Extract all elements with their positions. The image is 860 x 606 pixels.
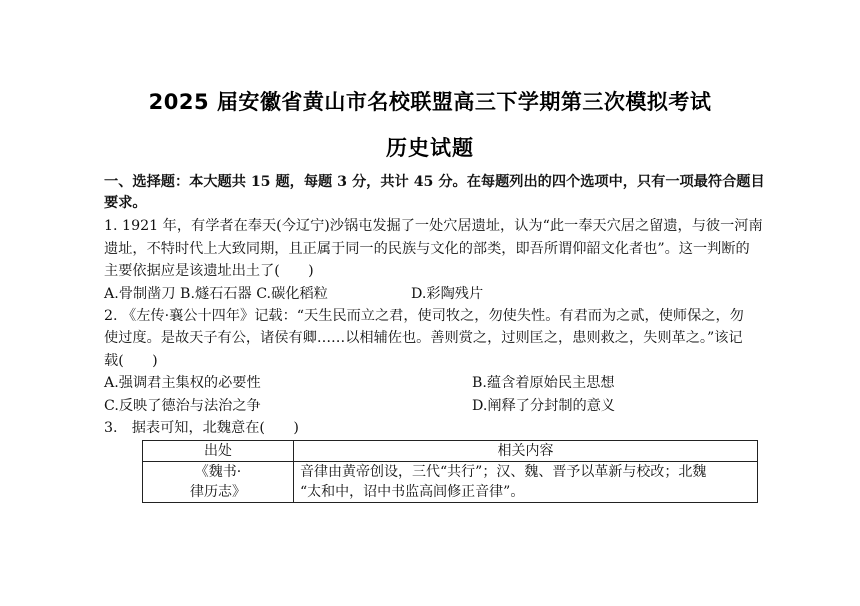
table-header-content: 相关内容	[294, 441, 758, 462]
question-2-line-3: 载( )	[104, 353, 158, 369]
table-header-source: 出处	[143, 441, 294, 462]
section-instructions-line-1: 一、选择题：本大题共 15 题，每题 3 分，共计 45 分。在每题列出的四个选项中，只有一项最符合题目	[104, 174, 765, 190]
table-cell-content-line-2: “太和中，诏中书监高闾修正音律”。	[300, 484, 525, 500]
table-header-row	[143, 441, 758, 462]
question-3-table	[142, 440, 758, 503]
question-2-option-d: D.阐释了分封制的意义	[472, 398, 616, 414]
question-2-line-1: 2. 《左传·襄公十四年》记载：“天生民而立之君，使司牧之，勿使失性。有君而为之贰，使师保之，勿	[104, 308, 744, 324]
question-1-line-2: 遗址，不特时代上大致同期，且正属于同一的民族与文化的部类，即吾所谓仰韶文化者也”。这一判断的	[104, 241, 750, 257]
question-2-option-c: C.反映了德治与法治之争	[104, 398, 261, 414]
exam-subtitle: 历史试题	[386, 136, 474, 160]
question-1-line-3: 主要依据应是该遗址出土了( )	[104, 263, 314, 279]
question-2-option-a: A.强调君主集权的必要性	[104, 375, 261, 391]
table-cell-content	[294, 462, 758, 503]
exam-title: 2025 届安徽省黄山市名校联盟高三下学期第三次模拟考试	[148, 90, 712, 114]
table-cell-source-line-2: 律历志》	[190, 484, 246, 500]
table-cell-source	[143, 462, 294, 503]
question-1-options-abc: A.骨制凿刀 B.燧石石器 C.碳化稻粒	[104, 286, 328, 302]
table-row	[143, 462, 758, 503]
table-cell-content-line-1: 音律由黄帝创设，三代“共行”；汉、魏、晋予以革新与校改；北魏	[300, 464, 707, 480]
table-cell-source-line-1: 《魏书·	[194, 464, 242, 480]
question-1-option-d: D.彩陶残片	[411, 286, 484, 302]
question-1-line-1: 1. 1921 年，有学者在奉天(今辽宁)沙锅屯发掘了一处穴居遗址，认为“此一奉天穴居之留遗，与彼一河南	[104, 218, 763, 234]
section-instructions-line-2: 要求。	[104, 195, 147, 211]
question-2-line-2: 使过度。是故天子有公，诸侯有卿……以相辅佐也。善则赏之，过则匡之，患则救之，失则革之。”该记	[104, 330, 743, 346]
question-2-option-b: B.蕴含着原始民主思想	[472, 375, 615, 391]
question-3-stem: 3. 据表可知，北魏意在( )	[104, 420, 299, 436]
